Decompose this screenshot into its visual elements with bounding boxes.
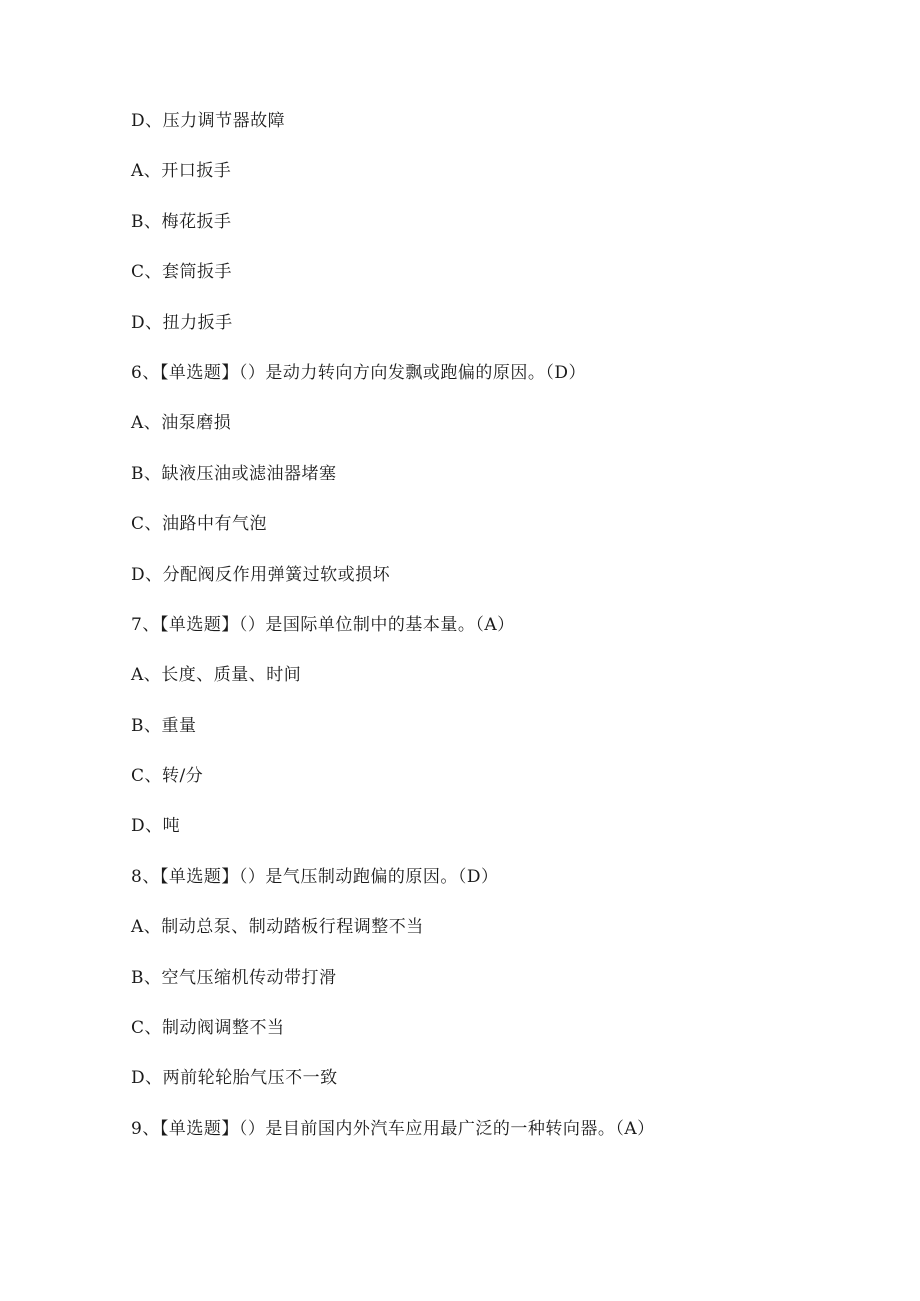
option-line: C、油路中有气泡	[131, 514, 268, 535]
question-line: 8、【单选题】（）是气压制动跑偏的原因。（D）	[131, 866, 499, 887]
option-line: D、压力调节器故障	[131, 111, 286, 131]
question-line: 9、【单选题】（）是目前国内外汽车应用最广泛的一种转向器。（A）	[131, 1118, 655, 1139]
option-line: A、油泵磨损	[131, 413, 232, 434]
option-line: C、套筒扳手	[131, 262, 233, 283]
question-line: 7、【单选题】（）是国际单位制中的基本量。（A）	[131, 614, 515, 635]
option-line: C、转/分	[131, 766, 204, 787]
option-line: B、重量	[131, 715, 197, 736]
option-line: B、空气压缩机传动带打滑	[131, 967, 337, 988]
option-line: D、扭力扳手	[131, 312, 233, 333]
option-line: D、分配阀反作用弹簧过软或损坏	[131, 564, 391, 585]
option-line: B、梅花扳手	[131, 211, 232, 232]
option-line: B、缺液压油或滤油器堵塞	[131, 463, 337, 484]
option-line: D、两前轮轮胎气压不一致	[131, 1068, 338, 1089]
option-line: D、吨	[131, 816, 181, 837]
option-line: A、长度、质量、时间	[131, 665, 302, 686]
question-line: 6、【单选题】（）是动力转向方向发飘或跑偏的原因。（D）	[131, 362, 586, 383]
option-line: A、制动总泵、制动踏板行程调整不当	[131, 917, 424, 938]
question-list	[131, 106, 871, 1164]
option-line: A、开口扳手	[131, 161, 232, 182]
option-line: C、制动阀调整不当	[131, 1018, 285, 1039]
